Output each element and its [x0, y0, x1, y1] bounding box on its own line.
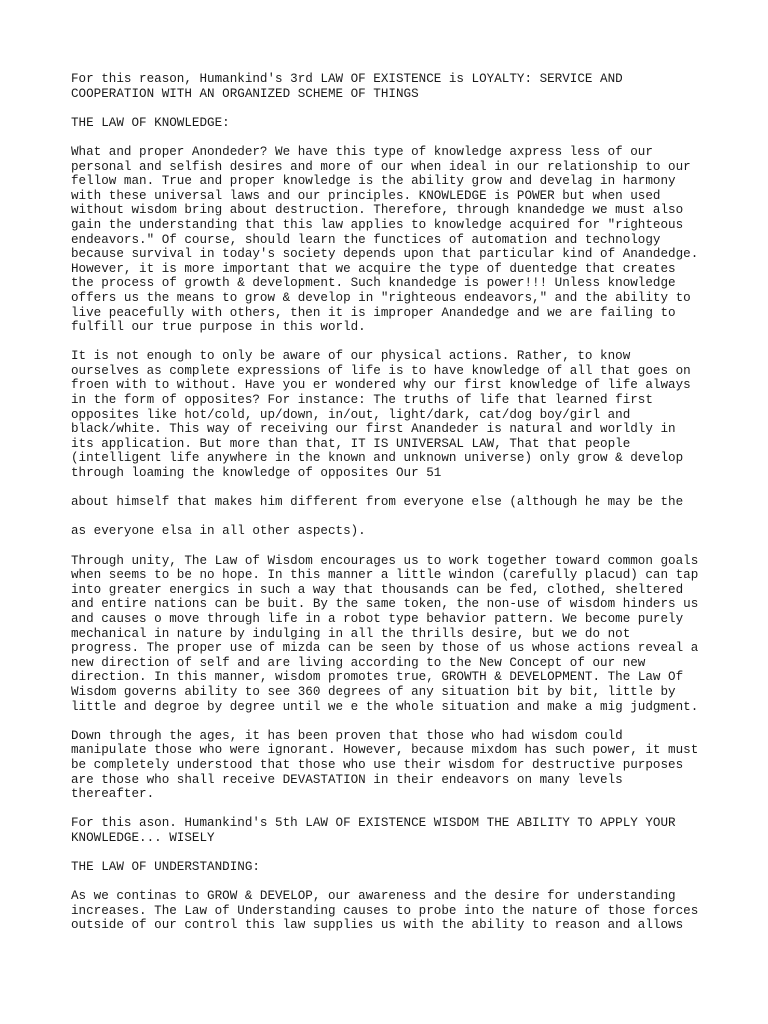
text-line: What and proper Anondeder? We have this type of knowledge axpress less of our	[71, 144, 653, 159]
text-line: offers us the means to grow & develop in "righteous endeavors," and the ability to	[71, 290, 691, 305]
text-line: progress. The proper use of mizda can be seen by those of us whose actions reveal a	[71, 641, 699, 656]
text-line: little and degroe by degree until we e the whole situation and make a mig judgment.	[71, 699, 699, 714]
text-line: its application. But more than that, IT IS UNIVERSAL LAW, That that people	[71, 436, 631, 451]
text-line: ourselves as complete expressions of life is to have knowledge of all that goes on	[71, 363, 691, 378]
paragraph	[71, 349, 711, 480]
text-line: without wisdom bring about destruction. Therefore, through knandedge we must also	[71, 203, 684, 218]
paragraph	[71, 729, 711, 802]
text-line: about himself that makes him different from everyone else (although he may be the	[71, 495, 684, 510]
text-line: fulfill our true purpose in this world.	[71, 320, 366, 335]
paragraph	[71, 889, 711, 933]
paragraph	[71, 145, 711, 335]
paragraph	[71, 116, 711, 131]
text-line: As we continas to GROW & DEVELOP, our awareness and the desire for understanding	[71, 889, 676, 904]
paragraph	[71, 495, 711, 510]
text-line: into greater energics in such a way that thousands can be fed, clothed, sheltered	[71, 582, 684, 597]
text-line: black/white. This way of receiving our first Anandeder is natural and worldly in	[71, 422, 676, 437]
text-line: THE LAW OF UNDERSTANDING:	[71, 860, 260, 875]
paragraph	[71, 554, 711, 715]
text-line: and causes o move through life in a robot type behavior pattern. We become purely	[71, 611, 684, 626]
text-line: new direction of self and are living according to the New Concept of our new	[71, 655, 646, 670]
text-line: Down through the ages, it has been proven that those who had wisdom could	[71, 728, 623, 743]
text-line: in the form of opposites? For instance: The truths of life that learned first	[71, 393, 653, 408]
text-line: thereafter.	[71, 787, 155, 802]
text-line: THE LAW OF KNOWLEDGE:	[71, 115, 230, 130]
text-line: increases. The Law of Understanding causes to probe into the nature of those forces	[71, 903, 699, 918]
text-line: personal and selfish desires and more of our when ideal in our relationship to our	[71, 159, 691, 174]
text-line: the process of growth & development. Such knandedge is power!!! Unless knowledge	[71, 276, 676, 291]
paragraph	[71, 816, 711, 845]
text-line: (intelligent life anywhere in the known and unknown universe) only grow & develop	[71, 451, 684, 466]
text-line: direction. In this manner, wisdom promotes true, GROWTH & DEVELOPMENT. The Law Of	[71, 670, 684, 685]
text-line: KNOWLEDGE... WISELY	[71, 830, 215, 845]
text-line: live peacefully with others, then it is improper Anandedge and we are failing to	[71, 305, 676, 320]
text-line: and entire nations can be buit. By the same token, the non-use of wisdom hinders us	[71, 597, 699, 612]
text-line: Through unity, The Law of Wisdom encourages us to work together toward common goals	[71, 553, 699, 568]
text-line: when seems to be no hope. In this manner a little windon (carefully placud) can tap	[71, 568, 699, 583]
text-line: outside of our control this law supplies us with the ability to reason and allows	[71, 918, 684, 933]
text-line: opposites like hot/cold, up/down, in/out, light/dark, cat/dog boy/girl and	[71, 407, 631, 422]
text-line: It is not enough to only be aware of our physical actions. Rather, to know	[71, 349, 631, 364]
text-line: COOPERATION WITH AN ORGANIZED SCHEME OF THINGS	[71, 86, 419, 101]
text-line: For this ason. Humankind's 5th LAW OF EXISTENCE WISDOM THE ABILITY TO APPLY YOUR	[71, 816, 676, 831]
text-line: be completely understood that those who use their wisdom for destructive purposes	[71, 757, 684, 772]
text-line: However, it is more important that we acquire the type of duentedge that creates	[71, 261, 676, 276]
text-line: as everyone elsa in all other aspects).	[71, 524, 366, 539]
text-line: with these universal laws and our principles. KNOWLEDGE is POWER but when used	[71, 188, 661, 203]
text-line: are those who shall receive DEVASTATION in their endeavors on many levels	[71, 772, 623, 787]
text-line: because survival in today's society depends upon that particular kind of Anandedge.	[71, 247, 699, 262]
text-line: mechanical in nature by indulging in all the thrills desire, but we do not	[71, 626, 631, 641]
text-line: froen with to without. Have you er wondered why our first knowledge of life always	[71, 378, 691, 393]
text-line: Wisdom governs ability to see 360 degrees of any situation bit by bit, little by	[71, 684, 676, 699]
text-line: endeavors." Of course, should learn the functices of automation and technology	[71, 232, 661, 247]
paragraph	[71, 860, 711, 875]
text-line: For this reason, Humankind's 3rd LAW OF EXISTENCE is LOYALTY: SERVICE AND	[71, 72, 623, 86]
paragraph	[71, 72, 711, 101]
text-line: fellow man. True and proper knowledge is the ability grow and develag in harmony	[71, 174, 676, 189]
document-body	[71, 72, 711, 948]
paragraph	[71, 524, 711, 539]
text-line: through loaming the knowledge of opposites Our 51	[71, 466, 442, 481]
text-line: gain the understanding that this law applies to knowledge acquired for "righteous	[71, 217, 684, 232]
text-line: manipulate those who were ignorant. However, because mixdom has such power, it must	[71, 743, 699, 758]
